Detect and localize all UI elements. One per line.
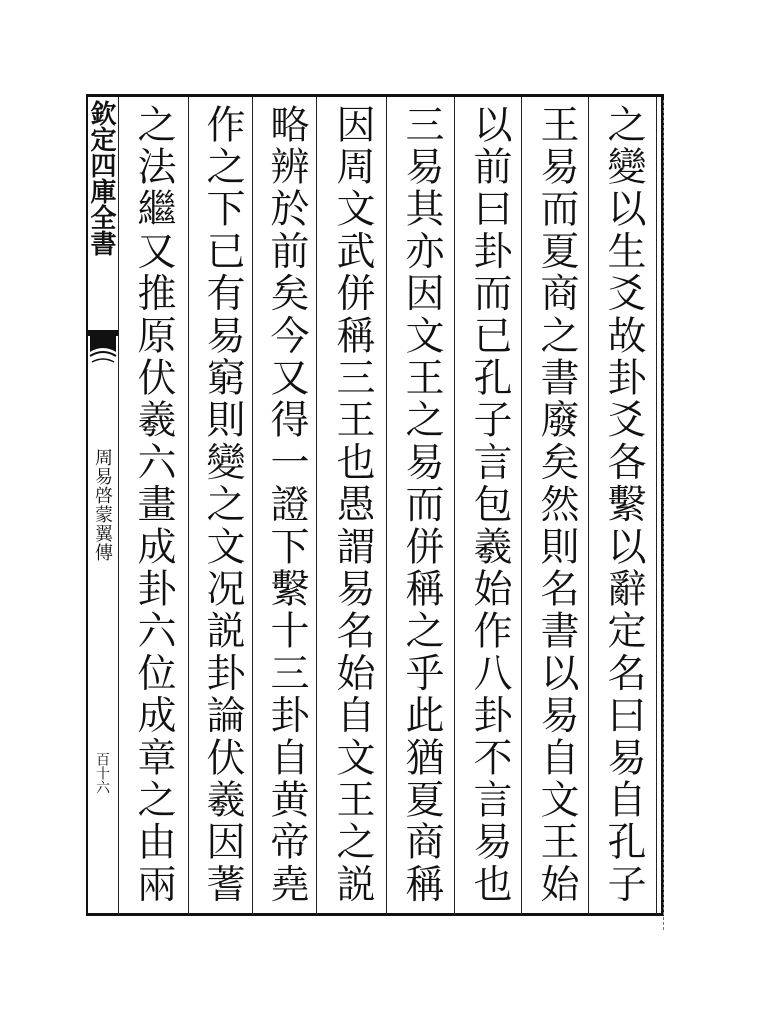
text-column: 之法繼又推原伏羲六畫成卦六位成章之由兩: [131, 104, 176, 906]
page-number: 百十六: [94, 752, 110, 794]
column-rule: [386, 97, 387, 915]
fishtail-mark-icon: [88, 330, 118, 368]
column-rule: [118, 97, 119, 915]
text-column: 作之下已有易窮則變之文况説卦論伏羲因蓍: [200, 104, 245, 906]
text-column: 略辨於前矣今又得一證下繫十三卦自黄帝堯: [264, 104, 309, 906]
text-column: 三易其亦因文王之易而併稱之乎此猶夏商稱: [399, 104, 444, 906]
column-rule: [521, 97, 522, 915]
page-edge: [663, 100, 668, 930]
text-column: 王易而夏商之書廢矣然則名書以易自文王始: [534, 104, 579, 906]
text-column: 之變以生爻故卦爻各繫以辭定名曰易自孔子: [601, 104, 646, 906]
column-rule: [656, 97, 657, 915]
book-title: 欽定四庫全書: [86, 100, 116, 256]
column-rule: [588, 97, 589, 915]
column-rule: [454, 97, 455, 915]
column-rule: [252, 97, 253, 915]
text-column: 因周文武併稱三王也愚謂易名始自文王之説: [330, 104, 375, 906]
text-column: 以前曰卦而已孔子言包羲始作八卦不言易也: [467, 104, 512, 906]
chapter-title: 周易啓蒙翼傳: [92, 448, 113, 562]
column-rule: [188, 97, 189, 915]
column-rule: [316, 97, 317, 915]
